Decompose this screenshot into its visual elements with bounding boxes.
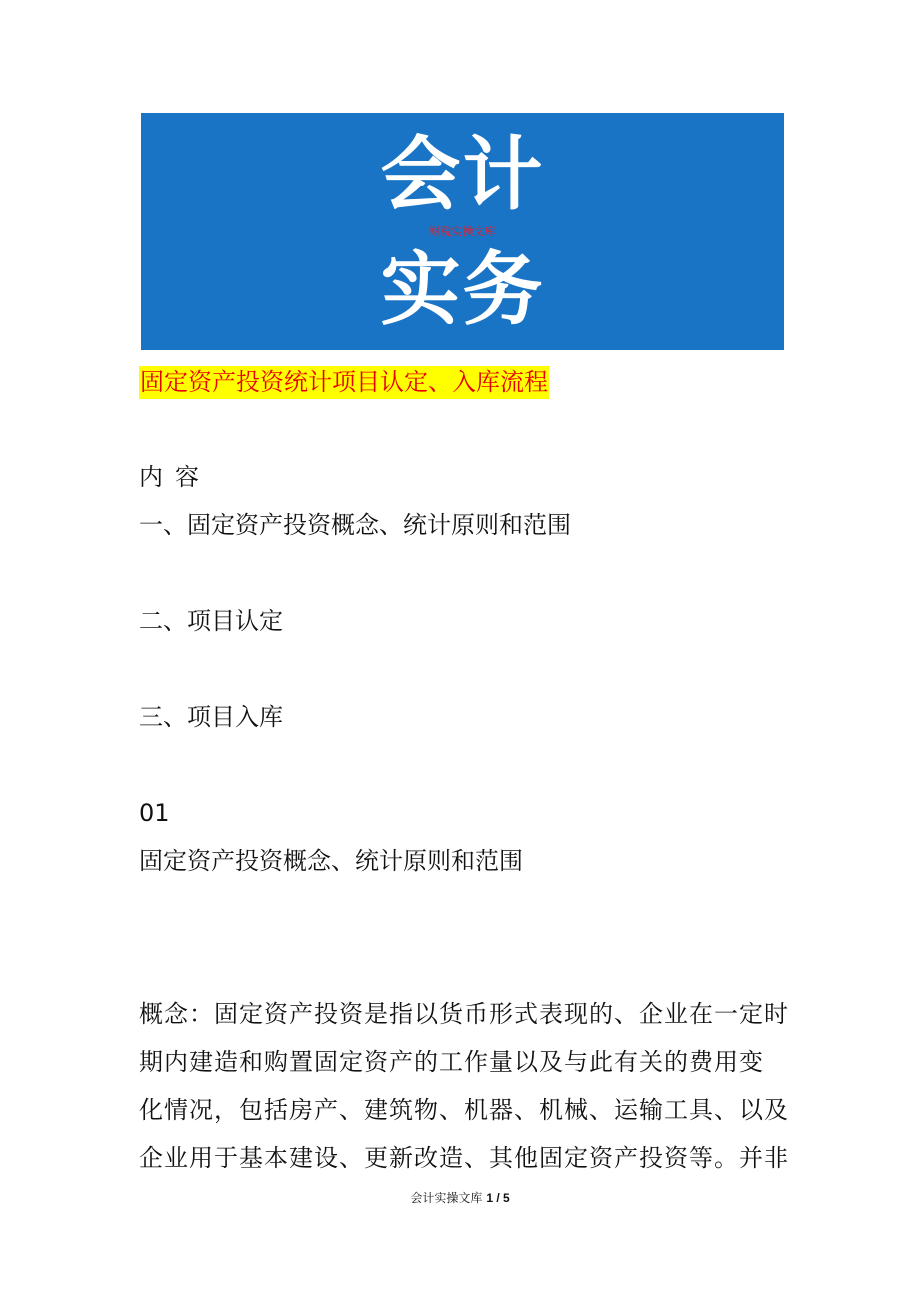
cover-banner: [141, 113, 784, 350]
toc-item: 三、项目入库: [139, 703, 283, 731]
contents-label: 内容: [139, 463, 211, 491]
toc-item: 二、项目认定: [139, 607, 283, 635]
toc-item: 一、固定资产投资概念、统计原则和范围: [139, 511, 571, 539]
banner-watermark: 财税实操文库: [429, 225, 496, 238]
body-line: 化情况，包括房产、建筑物、机器、机械、运输工具、以及: [139, 1096, 789, 1124]
banner-title-line1: 会计: [380, 128, 545, 221]
section-heading: 固定资产投资概念、统计原则和范围: [139, 847, 523, 875]
page-footer: [0, 1189, 920, 1207]
body-line: 期内建造和购置固定资产的工作量以及与此有关的费用变: [139, 1048, 764, 1076]
footer-label: 会计实操文库: [410, 1191, 483, 1205]
document-title: 固定资产投资统计项目认定、入库流程: [139, 366, 549, 399]
body-line: 概念：固定资产投资是指以货币形式表现的、企业在一定时: [139, 1000, 789, 1028]
banner-title-line2: 实务: [380, 243, 545, 336]
section-number: 01: [139, 799, 170, 827]
page-number: 1 / 5: [486, 1191, 510, 1205]
body-line: 企业用于基本建设、更新改造、其他固定资产投资等。并非: [139, 1144, 789, 1172]
body-paragraph: [139, 990, 799, 1182]
